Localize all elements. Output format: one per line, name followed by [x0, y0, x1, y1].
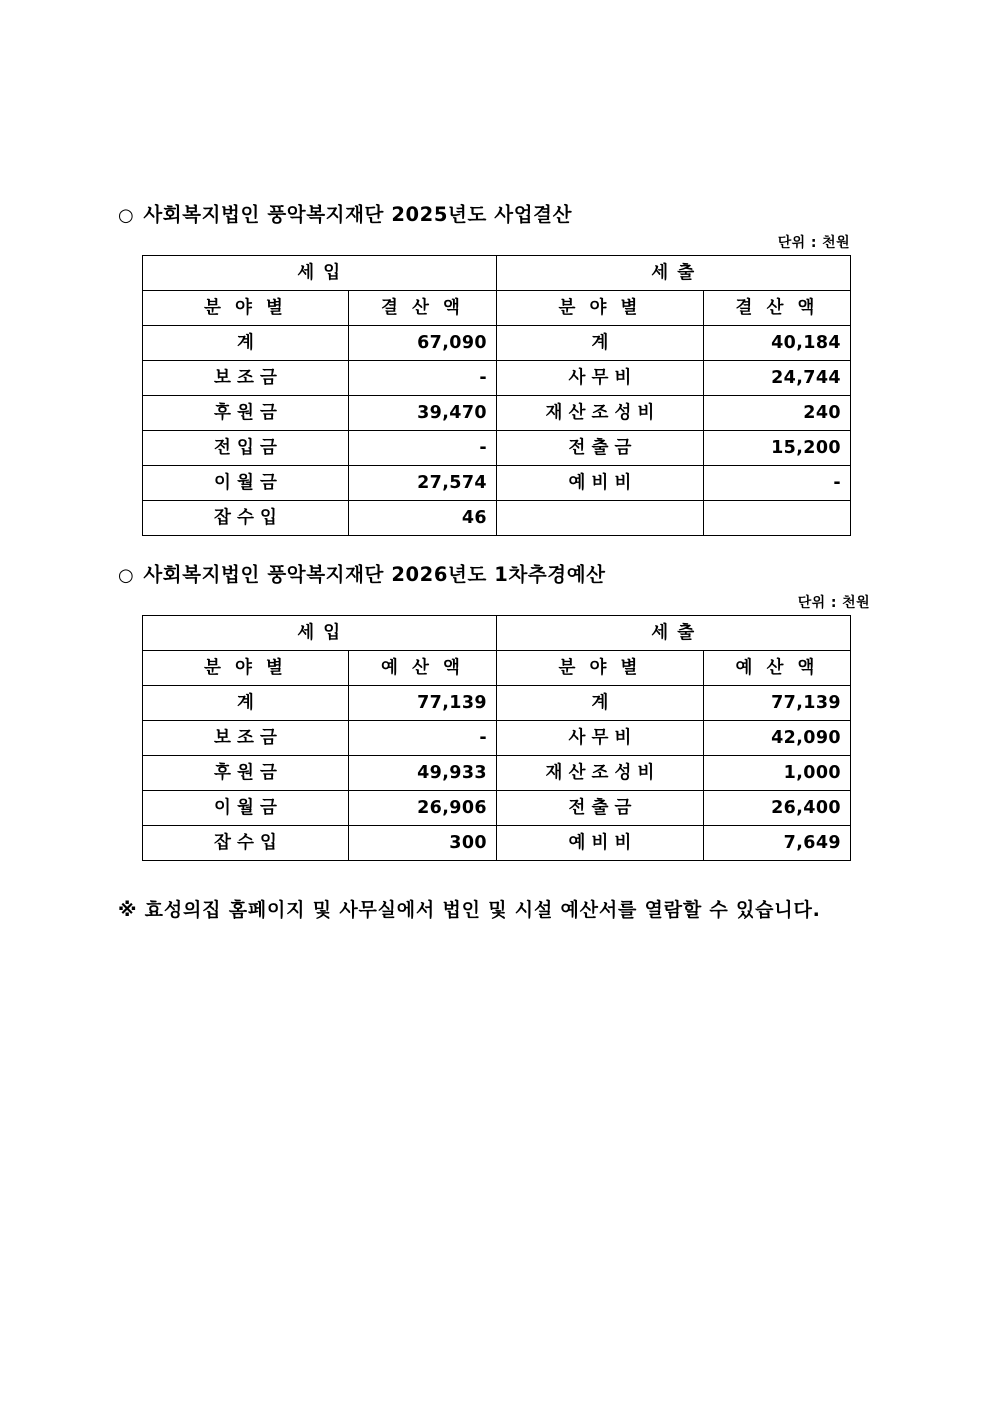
table-group-header-row: [143, 616, 851, 651]
table-2025-settlement: [142, 255, 851, 536]
footer-note: ※ 효성의집 홈페이지 및 사무실에서 법인 및 시설 예산서를 열람할 수 있습니다.: [118, 899, 821, 921]
cell-expense-amount: 1,000: [704, 756, 851, 791]
bullet-icon: ○: [118, 565, 135, 586]
cell-expense-category: 사 무 비: [497, 721, 704, 756]
cell-expense-category: [497, 501, 704, 536]
cell-expense-category: 전 출 금: [497, 791, 704, 826]
cell-income-category: 계: [143, 326, 349, 361]
cell-expense-category: 재 산 조 성 비: [497, 756, 704, 791]
cell-income-category: 후 원 금: [143, 396, 349, 431]
cell-income-category: 잡 수 입: [143, 826, 349, 861]
cell-expense-category: 예 비 비: [497, 466, 704, 501]
column-header-income-amount: 예 산 액: [349, 651, 497, 686]
cell-income-amount: 49,933: [349, 756, 497, 791]
column-header-expense-category: 분 야 별: [497, 651, 704, 686]
cell-income-amount: -: [349, 721, 497, 756]
cell-income-amount: 77,139: [349, 686, 497, 721]
cell-expense-amount: -: [704, 466, 851, 501]
column-header-expense-amount: 예 산 액: [704, 651, 851, 686]
cell-income-amount: 26,906: [349, 791, 497, 826]
table-row: [143, 721, 851, 756]
column-header-expense-amount: 결 산 액: [704, 291, 851, 326]
cell-income-category: 이 월 금: [143, 466, 349, 501]
cell-expense-amount: [704, 501, 851, 536]
cell-expense-amount: 77,139: [704, 686, 851, 721]
cell-income-amount: 46: [349, 501, 497, 536]
cell-income-category: 계: [143, 686, 349, 721]
section-title-text: 사회복지법인 풍악복지재단 2026년도 1차추경예산: [143, 563, 606, 586]
cell-expense-amount: 240: [704, 396, 851, 431]
table-row: [143, 396, 851, 431]
column-header-income-category: 분 야 별: [143, 291, 349, 326]
cell-income-amount: 27,574: [349, 466, 497, 501]
table-column-header-row: [143, 291, 851, 326]
group-header-expense: 세 출: [497, 256, 851, 291]
table-row: [143, 686, 851, 721]
group-header-income: 세 입: [143, 616, 497, 651]
unit-label-2026: 단위 : 천원: [797, 594, 870, 611]
table-2026-budget: [142, 615, 851, 861]
cell-expense-amount: 42,090: [704, 721, 851, 756]
column-header-expense-category: 분 야 별: [497, 291, 704, 326]
column-header-income-amount: 결 산 액: [349, 291, 497, 326]
table-row: [143, 501, 851, 536]
cell-income-category: 보 조 금: [143, 361, 349, 396]
cell-income-category: 전 입 금: [143, 431, 349, 466]
section-title-text: 사회복지법인 풍악복지재단 2025년도 사업결산: [143, 203, 573, 226]
section-heading-2026: [0, 563, 992, 588]
cell-expense-category: 전 출 금: [497, 431, 704, 466]
bullet-icon: ○: [118, 205, 135, 226]
cell-income-amount: -: [349, 361, 497, 396]
cell-expense-amount: 24,744: [704, 361, 851, 396]
table-row: [143, 826, 851, 861]
table-column-header-row: [143, 651, 851, 686]
table-row: [143, 756, 851, 791]
cell-expense-category: 계: [497, 686, 704, 721]
cell-expense-category: 예 비 비: [497, 826, 704, 861]
cell-expense-category: 재 산 조 성 비: [497, 396, 704, 431]
cell-income-amount: 39,470: [349, 396, 497, 431]
cell-income-amount: 300: [349, 826, 497, 861]
table-row: [143, 326, 851, 361]
group-header-expense: 세 출: [497, 616, 851, 651]
cell-expense-category: 사 무 비: [497, 361, 704, 396]
column-header-income-category: 분 야 별: [143, 651, 349, 686]
section-2026-budget: [0, 563, 992, 861]
cell-income-amount: -: [349, 431, 497, 466]
section-2025-settlement: [0, 203, 992, 536]
cell-expense-amount: 7,649: [704, 826, 851, 861]
table-row: [143, 431, 851, 466]
cell-income-amount: 67,090: [349, 326, 497, 361]
table-row: [143, 466, 851, 501]
section-heading-2025: [0, 203, 992, 228]
cell-expense-category: 계: [497, 326, 704, 361]
cell-expense-amount: 15,200: [704, 431, 851, 466]
cell-income-category: 이 월 금: [143, 791, 349, 826]
cell-income-category: 잡 수 입: [143, 501, 349, 536]
unit-label-2025: 단위 : 천원: [777, 234, 850, 251]
table-row: [143, 361, 851, 396]
cell-income-category: 보 조 금: [143, 721, 349, 756]
group-header-income: 세 입: [143, 256, 497, 291]
table-group-header-row: [143, 256, 851, 291]
cell-expense-amount: 26,400: [704, 791, 851, 826]
table-row: [143, 791, 851, 826]
cell-income-category: 후 원 금: [143, 756, 349, 791]
cell-expense-amount: 40,184: [704, 326, 851, 361]
